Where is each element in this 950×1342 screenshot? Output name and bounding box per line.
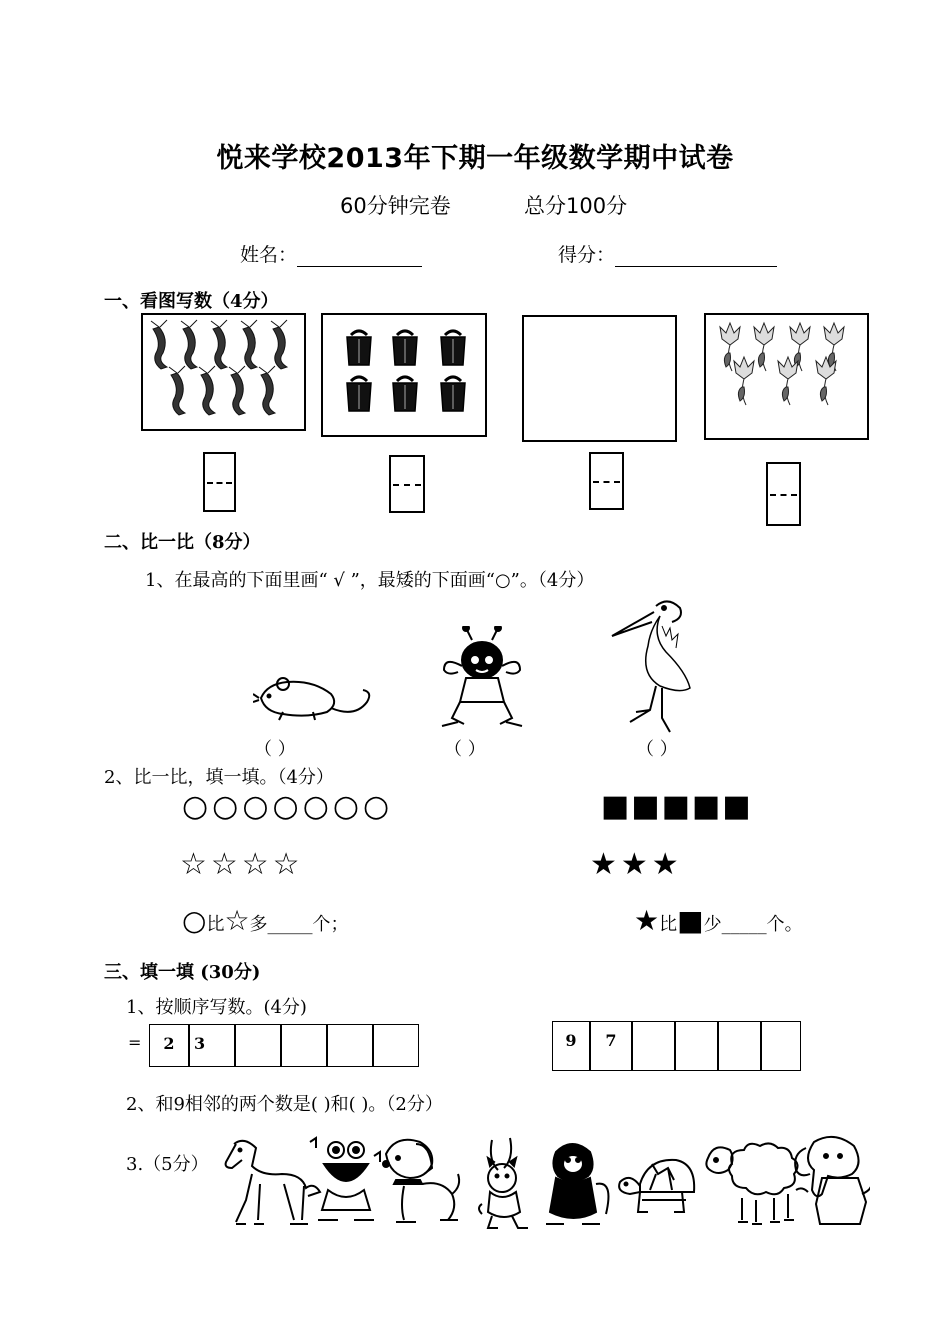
animals-row [214, 1134, 870, 1234]
name-blank[interactable] [297, 244, 422, 267]
compare-line-2: ★比■少_____个。 [634, 904, 803, 937]
horse-icon [226, 1141, 320, 1224]
score-blank[interactable] [615, 244, 777, 267]
section-1-heading: 一、看图写数（4分） [104, 291, 279, 312]
compare-line-1: ○比☆多_____个； [182, 904, 349, 937]
section-2-heading: 二、比一比（8分） [104, 532, 261, 553]
bird-icon [604, 592, 700, 744]
frog-icon [310, 1138, 380, 1220]
hollow-star-row: ☆☆☆☆ [180, 847, 304, 882]
basket-icon [323, 315, 485, 435]
shrimp-icon [143, 315, 304, 429]
sequence-row-1 [149, 1024, 419, 1067]
name-label: 姓名： [240, 244, 298, 266]
question-2-1: 1、在最高的下面里画“ √ ”，最矮的下面画“○”。（4分） [145, 570, 595, 591]
score-field[interactable] [558, 240, 777, 267]
circle-symbol: ○ [182, 904, 207, 937]
sequence-cell[interactable]: 7 [590, 1021, 632, 1071]
question-2-2: 2、比一比，填一填。（4分） [104, 767, 334, 788]
answer-box[interactable] [589, 452, 624, 510]
sequence-cell[interactable]: 2 [149, 1024, 189, 1067]
monkey-icon [546, 1144, 608, 1224]
total-score: 总分100分 [524, 194, 628, 218]
sequence-cell[interactable] [373, 1024, 419, 1067]
compare-blank-2[interactable]: 少_____个。 [703, 914, 803, 935]
answer-box[interactable] [203, 452, 236, 512]
answer-box[interactable] [389, 455, 425, 513]
answer-paren-bird[interactable]: （ ） [636, 739, 678, 760]
picture-box-empty [522, 315, 677, 442]
sequence-cell[interactable]: 9 [552, 1021, 590, 1071]
sequence-prefix: = [128, 1033, 142, 1052]
square-symbol: ■ [677, 904, 704, 937]
sequence-cell[interactable] [327, 1024, 373, 1067]
circle-row: ○○○○○○○ [182, 789, 394, 824]
sheep-icon [706, 1143, 797, 1224]
sequence-cell[interactable] [761, 1021, 801, 1071]
answer-paren-mouse[interactable]: （ ） [254, 739, 296, 760]
turtle-icon [619, 1160, 694, 1212]
answer-paren-insect[interactable]: （ ） [444, 739, 486, 760]
star-symbol: ☆ [224, 904, 250, 937]
sequence-row-2 [552, 1021, 801, 1071]
page-title: 悦来学校2013年下期一年级数学期中试卷 [216, 143, 734, 174]
solid-star-symbol: ★ [634, 904, 660, 937]
sequence-cell[interactable] [235, 1024, 281, 1067]
solid-star-row: ★★★ [590, 847, 683, 882]
compare-blank-1[interactable]: 多_____个； [249, 914, 349, 935]
sequence-cell[interactable] [281, 1024, 327, 1067]
sequence-cell[interactable]: 3 [189, 1024, 235, 1067]
rabbit-icon [479, 1138, 528, 1228]
score-label: 得分： [558, 244, 616, 266]
elephant-icon [795, 1137, 870, 1224]
dog-icon [383, 1140, 459, 1222]
flower-icon [706, 315, 867, 438]
question-3-1: 1、按顺序写数。(4分) [126, 997, 307, 1018]
answer-box[interactable] [766, 462, 801, 526]
question-3-2: 2、和9相邻的两个数是( )和( )。（2分） [126, 1094, 443, 1115]
picture-box-shrimp [141, 313, 306, 431]
picture-box-flower [704, 313, 869, 440]
sequence-cell[interactable] [718, 1021, 761, 1071]
section-3-heading: 三、填一填 (30分) [104, 962, 261, 983]
insect-icon [436, 626, 528, 744]
sequence-cell[interactable] [675, 1021, 718, 1071]
time-limit: 60分钟完卷 [340, 194, 451, 218]
square-row: ■■■■■ [601, 789, 753, 824]
name-field[interactable] [240, 240, 422, 267]
picture-box-basket [321, 313, 487, 437]
mouse-icon [253, 668, 375, 732]
question-3-3: 3.（5分） [126, 1154, 209, 1175]
sequence-cell[interactable] [632, 1021, 675, 1071]
